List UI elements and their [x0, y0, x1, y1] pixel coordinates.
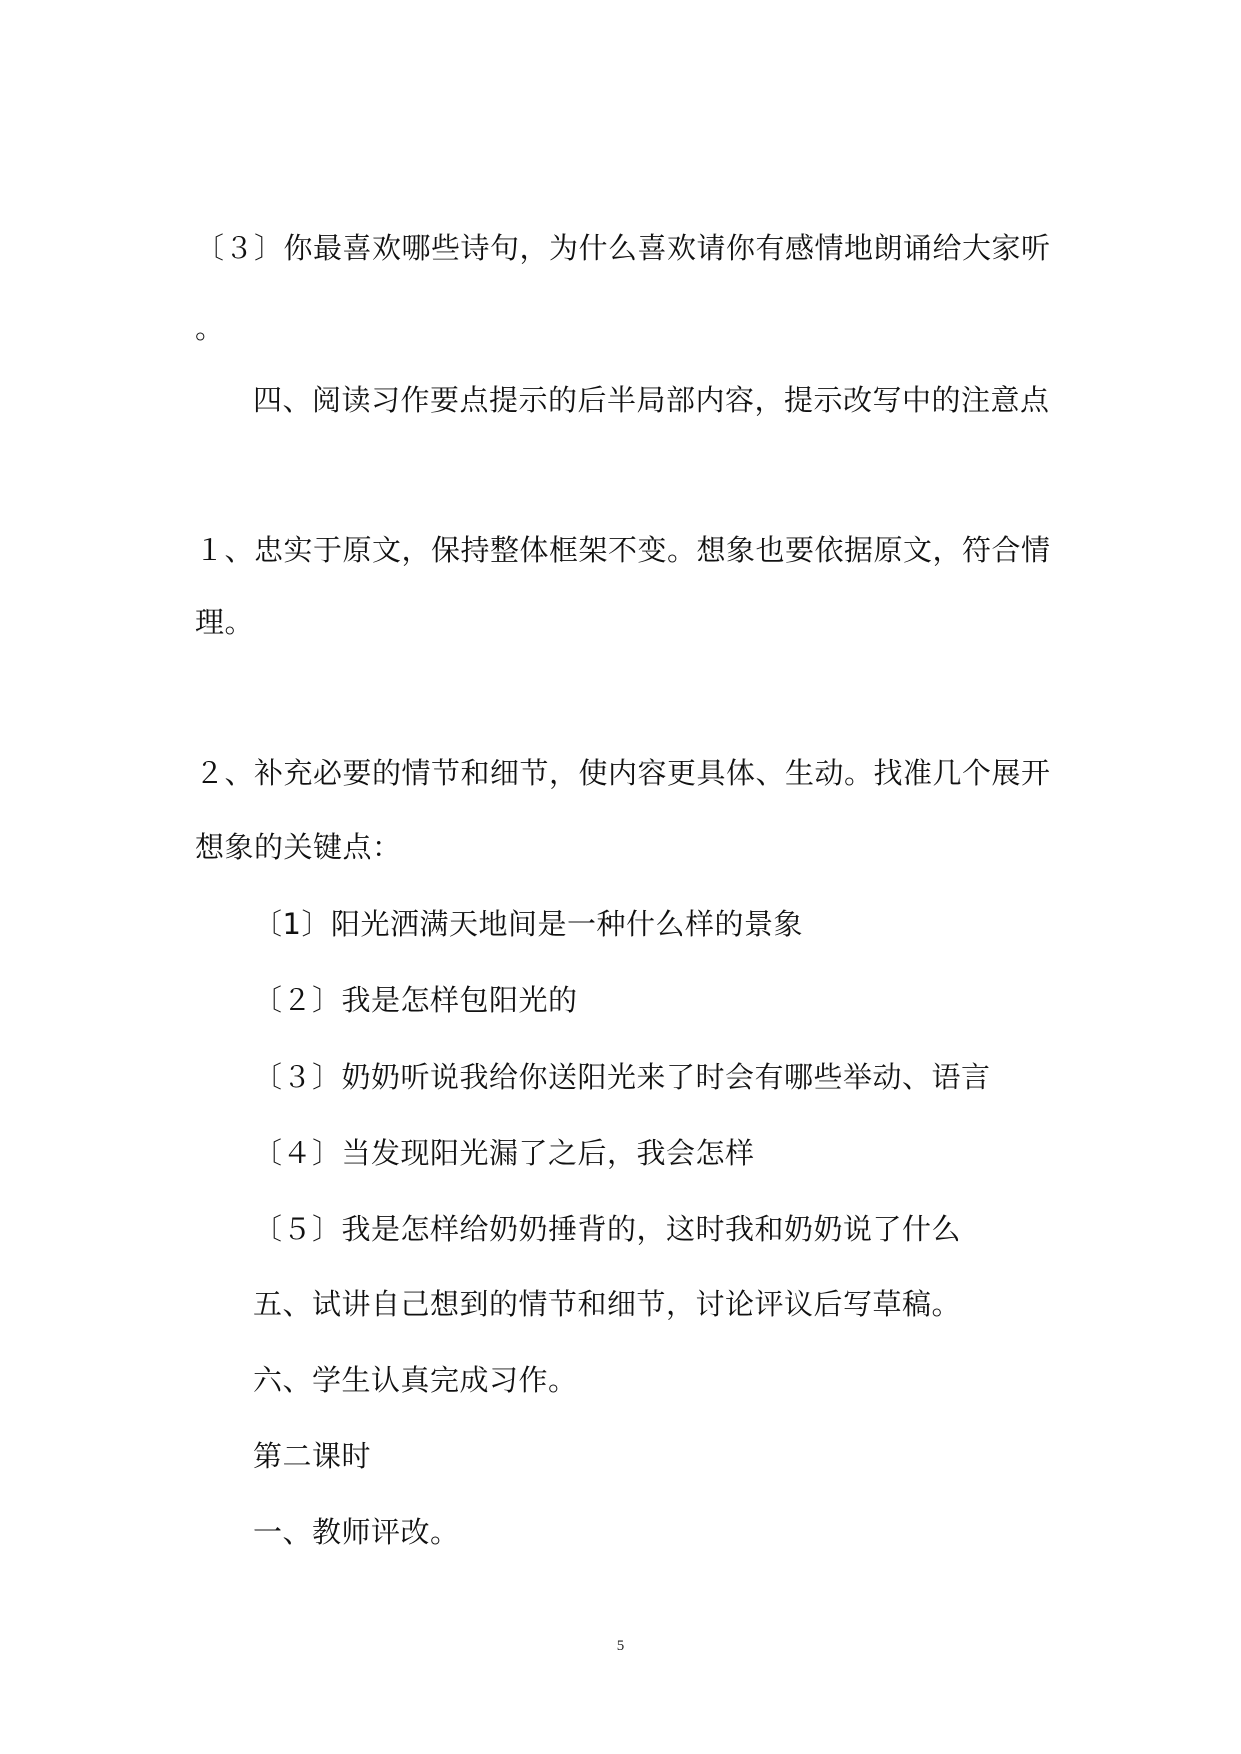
key-point-1: 〔1〕阳光洒满天地间是一种什么样的景象 — [253, 907, 803, 941]
lesson-2-heading: 第二课时 — [253, 1439, 372, 1473]
point-2-line-2: 想象的关键点： — [195, 830, 402, 864]
question-3-line-2: 。 — [195, 311, 225, 345]
page-number: 5 — [616, 1638, 625, 1654]
question-3-line-1: 〔３〕你最喜欢哪些诗句，为什么喜欢请你有感情地朗诵给大家听 — [195, 231, 1051, 265]
key-point-4: 〔４〕当发现阳光漏了之后，我会怎样 — [253, 1136, 755, 1170]
point-1-line-1: １、忠实于原文，保持整体框架不变。想象也要依据原文，符合情 — [195, 533, 1051, 567]
teacher-review-heading: 一、教师评改。 — [253, 1515, 460, 1549]
key-point-2: 〔２〕我是怎样包阳光的 — [253, 983, 578, 1017]
section-4-heading: 四、阅读习作要点提示的后半局部内容，提示改写中的注意点 — [253, 383, 1050, 417]
key-point-3: 〔３〕奶奶听说我给你送阳光来了时会有哪些举动、语言 — [253, 1060, 991, 1094]
point-2-line-1: ２、补充必要的情节和细节，使内容更具体、生动。找准几个展开 — [195, 756, 1051, 790]
key-point-5: 〔５〕我是怎样给奶奶捶背的，这时我和奶奶说了什么 — [253, 1212, 962, 1246]
section-5-heading: 五、试讲自己想到的情节和细节，讨论评议后写草稿。 — [253, 1287, 962, 1321]
point-1-line-2: 理。 — [195, 605, 255, 639]
section-6-heading: 六、学生认真完成习作。 — [253, 1363, 578, 1397]
